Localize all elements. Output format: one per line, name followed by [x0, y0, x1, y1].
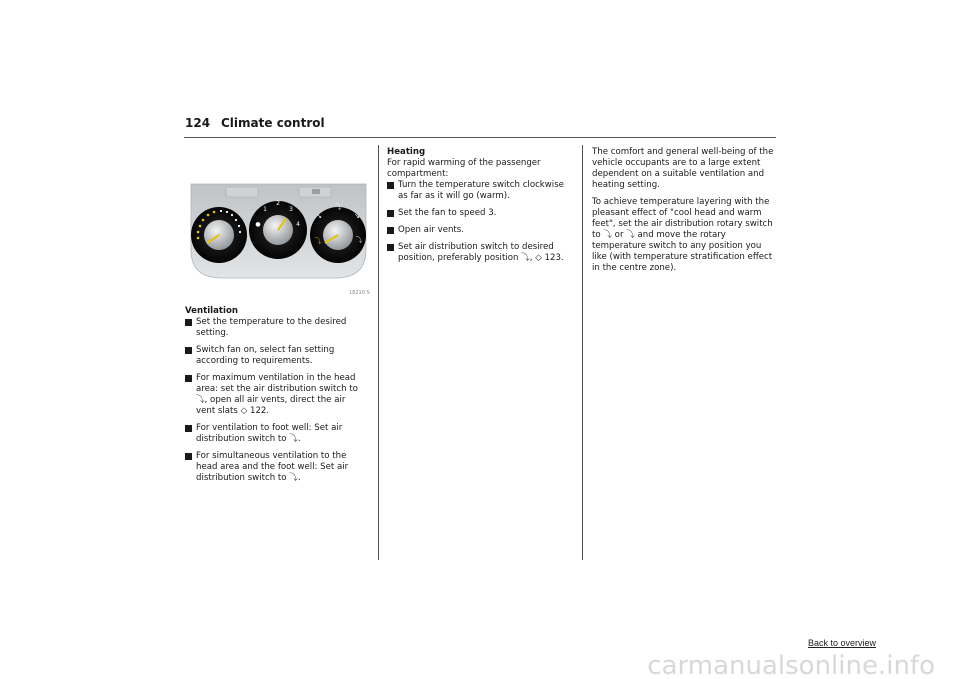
watermark-text: carmanualsonline.info — [647, 651, 935, 679]
figure-code: 18210 S — [349, 290, 370, 296]
comfort-paragraph: To achieve temperature layering with the pleasant effect of "cool head and warm feet", set the air distribution rotary switch to ⤵ or ⤵ and move the rotary temperature switch to any position you like (with temperature stratification effect in the centre zone). — [592, 197, 773, 273]
list-item: Turn the temperature switch clockwise as far as it will go (warm). — [387, 180, 573, 202]
heating-section — [387, 147, 573, 270]
heating-heading: Heating — [387, 147, 426, 157]
climate-control-panel-illustration — [185, 180, 372, 296]
section-title: Climate control — [221, 116, 325, 130]
list-item: For maximum ventilation in the head area: set the air distribution switch to ⤵, open all air vents, direct the air vent slats ◇ 122. — [185, 373, 367, 417]
svg-text:⤵: ⤵ — [334, 203, 342, 211]
svg-text:●: ● — [255, 221, 261, 228]
heating-list — [387, 180, 573, 264]
svg-text:2: 2 — [276, 200, 280, 207]
column-divider — [582, 145, 583, 560]
ventilation-list — [185, 317, 367, 484]
watermark — [0, 650, 960, 679]
svg-text:⤵: ⤵ — [355, 236, 363, 244]
list-item: For simultaneous ventilation to the head area and the foot well: Set air distribution switch to ⤵. — [185, 451, 367, 484]
list-item: Open air vents. — [387, 225, 573, 236]
svg-text:4: 4 — [296, 221, 300, 228]
list-item: Set the fan to speed 3. — [387, 208, 573, 219]
back-to-overview-link[interactable]: Back to overview — [808, 638, 877, 648]
list-item: Switch fan on, select fan setting according to requirements. — [185, 345, 367, 367]
svg-text:3: 3 — [289, 206, 293, 213]
header-rule — [184, 137, 776, 138]
svg-text:↘: ↘ — [354, 212, 360, 220]
list-item: For ventilation to foot well: Set air distribution switch to ⤵. — [185, 423, 367, 445]
list-item: Set the temperature to the desired setting. — [185, 317, 367, 339]
ventilation-section — [185, 306, 367, 490]
list-item: Set air distribution switch to desired position, preferably position ⤵, ◇ 123. — [387, 242, 573, 264]
ventilation-heading: Ventilation — [185, 306, 239, 316]
svg-text:↘: ↘ — [316, 212, 322, 220]
heating-intro: For rapid warming of the passenger compartment: — [387, 158, 541, 179]
svg-text:1: 1 — [263, 206, 267, 213]
svg-text:⤵: ⤵ — [314, 237, 322, 245]
comfort-section — [592, 147, 778, 280]
column-divider — [378, 145, 379, 560]
page-number: 124 — [185, 116, 211, 130]
comfort-paragraph: The comfort and general well-being of the vehicle occupants are to a large extent dependent on a suitable ventilation and heating setting. — [592, 147, 774, 190]
